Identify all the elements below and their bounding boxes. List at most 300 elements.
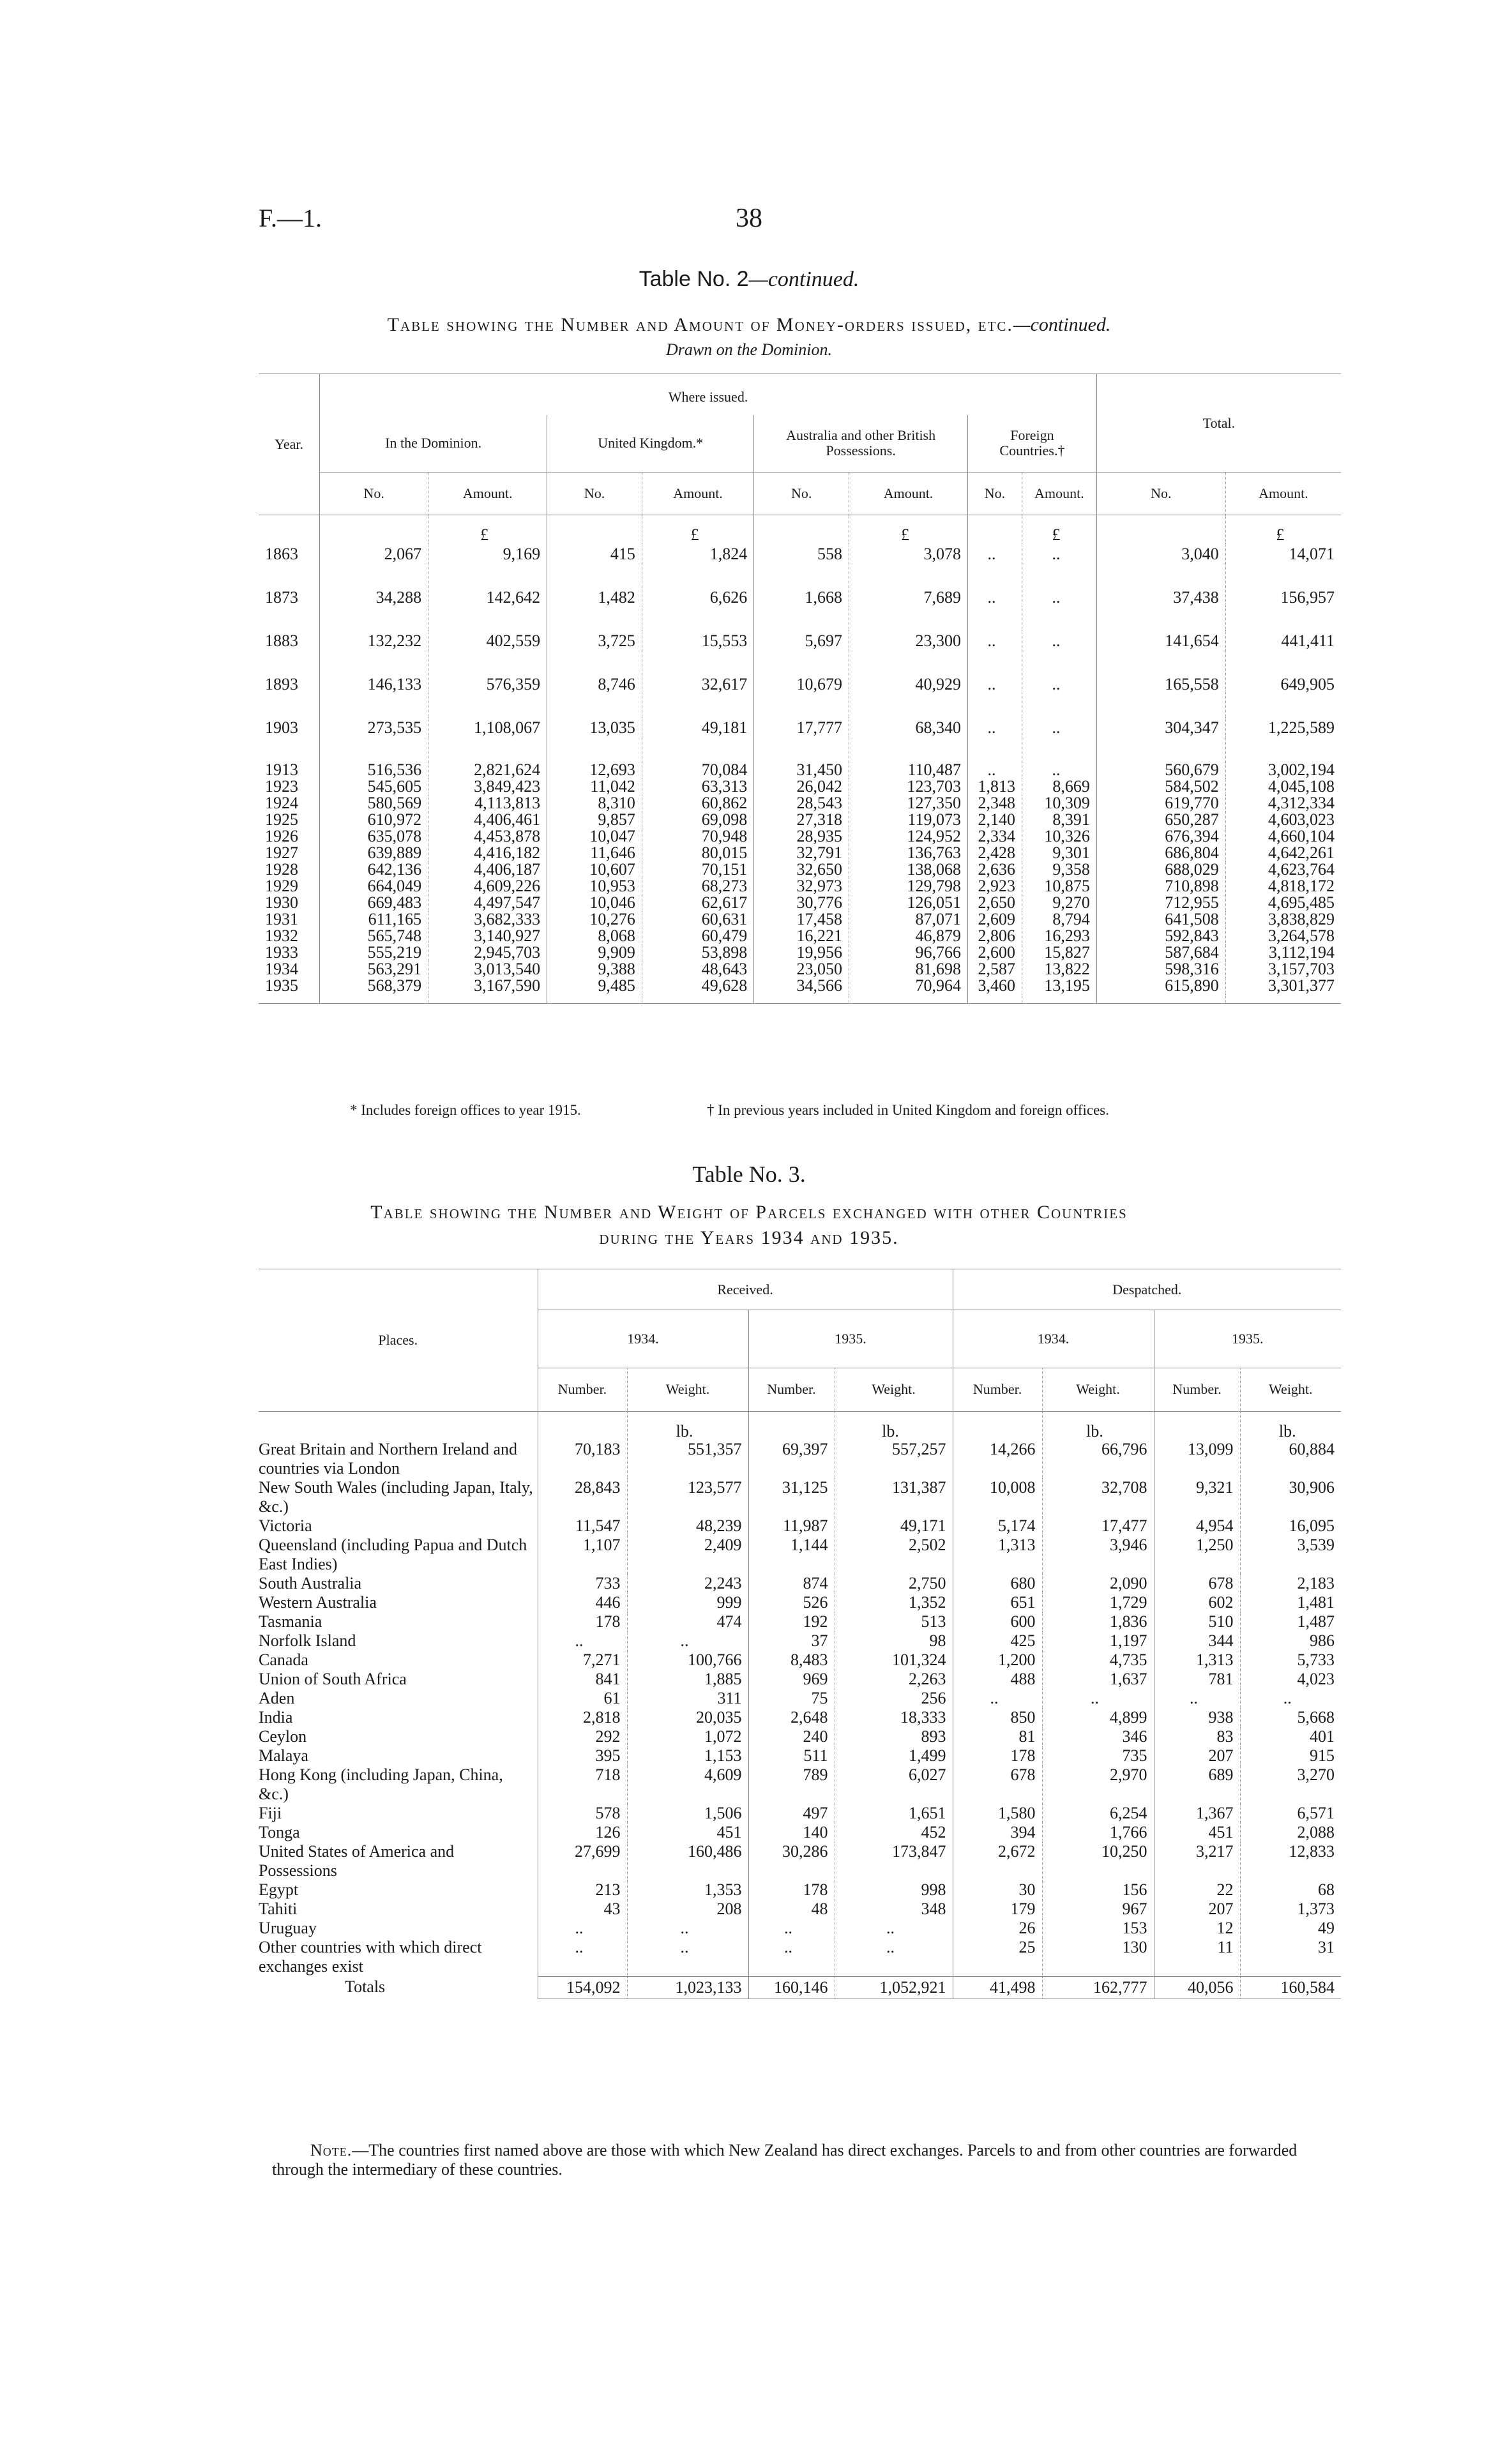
value-cell: 179 [953, 1900, 1042, 1919]
value-cell: 70,183 [538, 1440, 627, 1478]
value-cell: 1,313 [953, 1536, 1042, 1574]
number-header: Number. [1154, 1368, 1240, 1411]
value-cell: 3,112,194 [1225, 944, 1341, 961]
value-cell: 70,964 [849, 978, 968, 994]
value-cell: 34,288 [320, 587, 428, 606]
value-cell: 2,263 [835, 1670, 953, 1689]
value-cell: 584,502 [1096, 778, 1225, 795]
year-row [259, 978, 1341, 994]
spacer-row [259, 693, 1341, 717]
value-cell: .. [1042, 1689, 1154, 1708]
value-cell: 915 [1240, 1746, 1341, 1765]
t2-drawn: Drawn on the Dominion. [666, 340, 832, 359]
value-cell: 4,695,485 [1225, 895, 1341, 911]
value-cell: 2,067 [320, 543, 428, 563]
value-cell: 25 [953, 1938, 1042, 1976]
value-cell: .. [538, 1938, 627, 1976]
value-cell: 680 [953, 1574, 1042, 1593]
page-ref: F.—1. [259, 204, 322, 232]
value-cell: 81,698 [849, 961, 968, 978]
uk-amount-header: Amount. [642, 472, 753, 515]
value-cell: 70,084 [642, 762, 753, 778]
value-cell: 651 [953, 1593, 1042, 1612]
value-cell: 3,725 [547, 630, 642, 649]
place-row [259, 1900, 1341, 1919]
place-name: Egypt [259, 1880, 299, 1899]
value-cell: 850 [953, 1708, 1042, 1727]
value-cell: 14,071 [1225, 543, 1341, 563]
value-cell: 153 [1042, 1919, 1154, 1938]
place-row [259, 1765, 1341, 1804]
place-name: Western Australia [259, 1593, 377, 1612]
value-cell: 8,746 [547, 674, 642, 693]
t3-note: Note.—The countries first named above are those with which New Zealand has direct exchanges. Parcels to and from other countries are forwarded through the intermediary of these countries. [272, 2141, 1298, 2179]
value-cell: 1,197 [1042, 1631, 1154, 1651]
value-cell: 69,098 [642, 812, 753, 828]
value-cell: .. [967, 587, 1022, 606]
year-cell: 1933 [265, 943, 298, 962]
year-cell: 1935 [265, 976, 298, 995]
value-cell: 3,078 [849, 543, 968, 563]
place-row [259, 1440, 1341, 1478]
value-cell: 10,047 [547, 828, 642, 845]
value-cell: 578 [538, 1804, 627, 1823]
value-cell: 513 [835, 1612, 953, 1631]
value-cell: 61 [538, 1689, 627, 1708]
value-cell: .. [1154, 1689, 1240, 1708]
value-cell: 1,824 [642, 543, 753, 563]
value-cell: 1,108,067 [428, 717, 547, 736]
value-cell: 4,660,104 [1225, 828, 1341, 845]
value-cell: 3,013,540 [428, 961, 547, 978]
value-cell: 17,477 [1042, 1516, 1154, 1536]
value-cell: 15,827 [1022, 944, 1097, 961]
value-cell: 4,416,182 [428, 845, 547, 861]
value-cell: 4,023 [1240, 1670, 1341, 1689]
year-cell: 1932 [265, 926, 298, 945]
value-cell: 2,818 [538, 1708, 627, 1727]
value-cell: 451 [627, 1823, 748, 1842]
weight-header: Weight. [1042, 1368, 1154, 1411]
year-row [259, 630, 1341, 649]
value-cell: 642,136 [320, 861, 428, 878]
place-row [259, 1727, 1341, 1746]
value-cell: 49 [1240, 1919, 1341, 1938]
value-cell: 101,324 [835, 1651, 953, 1670]
value-cell: 3,849,423 [428, 778, 547, 795]
value-cell: 173,847 [835, 1842, 953, 1880]
value-cell: 110,487 [849, 762, 968, 778]
value-cell: 273,535 [320, 717, 428, 736]
value-cell: 1,373 [1240, 1900, 1341, 1919]
place-row [259, 1880, 1341, 1900]
value-cell: .. [748, 1919, 835, 1938]
value-cell: 7,689 [849, 587, 968, 606]
value-cell: 12 [1154, 1919, 1240, 1938]
place-row [259, 1689, 1341, 1708]
place-name: Victoria [259, 1516, 312, 1535]
value-cell: .. [627, 1919, 748, 1938]
value-cell: 2,970 [1042, 1765, 1154, 1804]
value-cell: 10,250 [1042, 1842, 1154, 1880]
value-cell: 11,042 [547, 778, 642, 795]
number-header: Number. [748, 1368, 835, 1411]
place-name: Ceylon [259, 1727, 307, 1746]
place-name: Other countries with which direct exchanges exist [259, 1938, 482, 1976]
value-cell: 2,140 [967, 812, 1022, 828]
value-cell: 16,293 [1022, 928, 1097, 944]
value-cell: 311 [627, 1689, 748, 1708]
year-row [259, 674, 1341, 693]
value-cell: 688,029 [1096, 861, 1225, 878]
value-cell: 580,569 [320, 795, 428, 812]
t3-subtitle-2: during the Years 1934 and 1935. [599, 1227, 899, 1248]
value-cell: 123,577 [627, 1478, 748, 1516]
value-cell: 207 [1154, 1746, 1240, 1765]
value-cell: 23,300 [849, 630, 968, 649]
value-cell: 587,684 [1096, 944, 1225, 961]
value-cell: 18,333 [835, 1708, 953, 1727]
t3-subtitle-1: Table showing the Number and Weight of Parcels exchanged with other Countries [370, 1202, 1128, 1223]
value-cell: 452 [835, 1823, 953, 1842]
value-cell: 2,334 [967, 828, 1022, 845]
value-cell: 30,906 [1240, 1478, 1341, 1516]
value-cell: 4,899 [1042, 1708, 1154, 1727]
value-cell: 4,954 [1154, 1516, 1240, 1536]
value-cell: 32,708 [1042, 1478, 1154, 1516]
value-cell: 686,804 [1096, 845, 1225, 861]
value-cell: 3,040 [1096, 543, 1225, 563]
value-cell: 28,843 [538, 1478, 627, 1516]
year-cell: 1893 [265, 675, 298, 693]
value-cell: 610,972 [320, 812, 428, 828]
where-issued-header: Where issued. [320, 374, 1097, 415]
value-cell: 1,107 [538, 1536, 627, 1574]
value-cell: 446 [538, 1593, 627, 1612]
place-row [259, 1612, 1341, 1631]
aus-no-header: No. [754, 472, 849, 515]
money-orders-table [259, 374, 1341, 1004]
year-row [259, 587, 1341, 606]
value-cell: 3,270 [1240, 1765, 1341, 1804]
spacer-row [259, 606, 1341, 630]
total-cell: 1,052,921 [835, 1976, 953, 1999]
value-cell: 558 [754, 543, 849, 563]
value-cell: 2,650 [967, 895, 1022, 911]
place-row [259, 1842, 1341, 1880]
year-cell: 1934 [265, 960, 298, 978]
australia-header: Australia and other British Possessions. [754, 415, 968, 472]
value-cell: 3,217 [1154, 1842, 1240, 1880]
value-cell: 401 [1240, 1727, 1341, 1746]
value-cell: 1,144 [748, 1536, 835, 1574]
year-cell: 1913 [265, 760, 298, 779]
value-cell: 9,321 [1154, 1478, 1240, 1516]
value-cell: 8,669 [1022, 778, 1097, 795]
value-cell: 69,397 [748, 1440, 835, 1478]
uk-no-header: No. [547, 472, 642, 515]
dominion-header: In the Dominion. [320, 415, 547, 472]
value-cell: 3,539 [1240, 1536, 1341, 1574]
place-name: Fiji [259, 1804, 282, 1822]
value-cell: 678 [953, 1765, 1042, 1804]
value-cell: 10,008 [953, 1478, 1042, 1516]
value-cell: 497 [748, 1804, 835, 1823]
places-header: Places. [259, 1269, 538, 1412]
value-cell: 4,735 [1042, 1651, 1154, 1670]
value-cell: 16,221 [754, 928, 849, 944]
value-cell: 781 [1154, 1670, 1240, 1689]
value-cell: .. [748, 1938, 835, 1976]
year-row [259, 911, 1341, 928]
year-header: Year. [259, 374, 320, 515]
value-cell: 1,072 [627, 1727, 748, 1746]
value-cell: 545,605 [320, 778, 428, 795]
value-cell: 510 [1154, 1612, 1240, 1631]
value-cell: 678 [1154, 1574, 1240, 1593]
for-no-header: No. [967, 472, 1022, 515]
value-cell: .. [967, 543, 1022, 563]
value-cell: 13,822 [1022, 961, 1097, 978]
year-row [259, 812, 1341, 828]
value-cell: 28,543 [754, 795, 849, 812]
place-name: Uruguay [259, 1919, 317, 1937]
value-cell: 240 [748, 1727, 835, 1746]
value-cell: 10,679 [754, 674, 849, 693]
pound-sign: £ [849, 515, 968, 544]
spacer-row [259, 563, 1341, 587]
value-cell: 49,628 [642, 978, 753, 994]
value-cell: 4,609,226 [428, 878, 547, 895]
value-cell: 9,388 [547, 961, 642, 978]
value-cell: 1,637 [1042, 1670, 1154, 1689]
total-cell: 154,092 [538, 1976, 627, 1999]
value-cell: 474 [627, 1612, 748, 1631]
value-cell: 10,875 [1022, 878, 1097, 895]
weight-header: Weight. [1240, 1368, 1341, 1411]
value-cell: 10,326 [1022, 828, 1097, 845]
total-header: Total. [1096, 374, 1341, 472]
value-cell: 37 [748, 1631, 835, 1651]
value-cell: 415 [547, 543, 642, 563]
value-cell: 132,232 [320, 630, 428, 649]
value-cell: 15,553 [642, 630, 753, 649]
value-cell: 83 [1154, 1727, 1240, 1746]
value-cell: 80,015 [642, 845, 753, 861]
value-cell: 17,458 [754, 911, 849, 928]
value-cell: 6,027 [835, 1765, 953, 1804]
value-cell: 31,450 [754, 762, 849, 778]
value-cell: 4,818,172 [1225, 878, 1341, 895]
value-cell: 1,353 [627, 1880, 748, 1900]
place-name: Tonga [259, 1823, 300, 1841]
value-cell: 13,099 [1154, 1440, 1240, 1478]
value-cell: 998 [835, 1880, 953, 1900]
value-cell: 27,318 [754, 812, 849, 828]
value-cell: 48 [748, 1900, 835, 1919]
value-cell: .. [1022, 630, 1097, 649]
value-cell: 611,165 [320, 911, 428, 928]
value-cell: 602 [1154, 1593, 1240, 1612]
place-row [259, 1804, 1341, 1823]
value-cell: 62,617 [642, 895, 753, 911]
place-row [259, 1516, 1341, 1536]
t3-title: Table No. 3. [692, 1161, 806, 1187]
place-row [259, 1478, 1341, 1516]
value-cell: 32,973 [754, 878, 849, 895]
value-cell: 3,157,703 [1225, 961, 1341, 978]
value-cell: 346 [1042, 1727, 1154, 1746]
t2-footnote-1: * Includes foreign offices to year 1915. [350, 1102, 581, 1118]
value-cell: 600 [953, 1612, 1042, 1631]
value-cell: 138,068 [849, 861, 968, 878]
value-cell: 733 [538, 1574, 627, 1593]
number-header: Number. [538, 1368, 627, 1411]
foreign-header: Foreign Countries.† [967, 415, 1096, 472]
place-name: Canada [259, 1651, 308, 1669]
year-cell: 1929 [265, 877, 298, 895]
year-cell: 1925 [265, 810, 298, 829]
value-cell: .. [1022, 587, 1097, 606]
value-cell: 100,766 [627, 1651, 748, 1670]
value-cell: 12,833 [1240, 1842, 1341, 1880]
value-cell: 140 [748, 1823, 835, 1842]
value-cell: 31,125 [748, 1478, 835, 1516]
value-cell: 27,699 [538, 1842, 627, 1880]
value-cell: 3,140,927 [428, 928, 547, 944]
pound-sign: £ [428, 515, 547, 544]
value-cell: 32,650 [754, 861, 849, 878]
value-cell: 1,352 [835, 1593, 953, 1612]
value-cell: 68 [1240, 1880, 1341, 1900]
value-cell: 4,406,461 [428, 812, 547, 828]
value-cell: .. [538, 1919, 627, 1938]
value-cell: 4,623,764 [1225, 861, 1341, 878]
value-cell: 441,411 [1225, 630, 1341, 649]
value-cell: 127,350 [849, 795, 968, 812]
value-cell: 1,651 [835, 1804, 953, 1823]
value-cell: 43 [538, 1900, 627, 1919]
year-row [259, 717, 1341, 736]
value-cell: 68,273 [642, 878, 753, 895]
place-name: Union of South Africa [259, 1670, 407, 1688]
pound-sign: £ [1225, 515, 1341, 544]
value-cell: .. [627, 1938, 748, 1976]
value-cell: 12,693 [547, 762, 642, 778]
dom-no-header: No. [320, 472, 428, 515]
value-cell: 1,487 [1240, 1612, 1341, 1631]
year-row [259, 928, 1341, 944]
value-cell: 22 [1154, 1880, 1240, 1900]
year-cell: 1903 [265, 718, 298, 737]
value-cell: 126,051 [849, 895, 968, 911]
value-cell: 576,359 [428, 674, 547, 693]
value-cell: 30 [953, 1880, 1042, 1900]
value-cell: 1,580 [953, 1804, 1042, 1823]
place-name: New South Wales (including Japan, Italy, &c.) [259, 1478, 533, 1516]
value-cell: 160,486 [627, 1842, 748, 1880]
value-cell: 344 [1154, 1631, 1240, 1651]
value-cell: 68,340 [849, 717, 968, 736]
value-cell: 66,796 [1042, 1440, 1154, 1478]
value-cell: .. [967, 674, 1022, 693]
value-cell: 488 [953, 1670, 1042, 1689]
recv-1935-header: 1935. [748, 1310, 953, 1368]
value-cell: 3,301,377 [1225, 978, 1341, 994]
total-no-header: No. [1096, 472, 1225, 515]
value-cell: 26 [953, 1919, 1042, 1938]
uk-header: United Kingdom.* [547, 415, 754, 472]
value-cell: 402,559 [428, 630, 547, 649]
value-cell: 565,748 [320, 928, 428, 944]
value-cell: 526 [748, 1593, 835, 1612]
value-cell: 49,171 [835, 1516, 953, 1536]
value-cell: 8,068 [547, 928, 642, 944]
value-cell: 98 [835, 1631, 953, 1651]
value-cell: 10,276 [547, 911, 642, 928]
value-cell: 2,750 [835, 1574, 953, 1593]
value-cell: 2,609 [967, 911, 1022, 928]
place-name: Great Britain and Northern Ireland and countries via London [259, 1440, 518, 1478]
value-cell: 1,200 [953, 1651, 1042, 1670]
value-cell: 2,587 [967, 961, 1022, 978]
dom-amount-header: Amount. [428, 472, 547, 515]
value-cell: 48,643 [642, 961, 753, 978]
value-cell: .. [1022, 543, 1097, 563]
value-cell: .. [953, 1689, 1042, 1708]
value-cell: .. [627, 1631, 748, 1651]
value-cell: 395 [538, 1746, 627, 1765]
t2-title: Table No. 2—continued. [639, 267, 859, 291]
value-cell: 1,367 [1154, 1804, 1240, 1823]
place-name: India [259, 1708, 293, 1727]
value-cell: 9,270 [1022, 895, 1097, 911]
value-cell: 178 [953, 1746, 1042, 1765]
value-cell: 20,035 [627, 1708, 748, 1727]
spacer-row [259, 649, 1341, 674]
value-cell: 2,502 [835, 1536, 953, 1574]
value-cell: 142,642 [428, 587, 547, 606]
value-cell: .. [967, 630, 1022, 649]
value-cell: 141,654 [1096, 630, 1225, 649]
value-cell: 735 [1042, 1746, 1154, 1765]
year-row [259, 543, 1341, 563]
received-header: Received. [538, 1269, 953, 1310]
value-cell: 40,929 [849, 674, 968, 693]
value-cell: 2,821,624 [428, 762, 547, 778]
place-name: Aden [259, 1689, 295, 1707]
total-cell: 41,498 [953, 1976, 1042, 1999]
value-cell: 16,095 [1240, 1516, 1341, 1536]
value-cell: 841 [538, 1670, 627, 1689]
value-cell: 48,239 [627, 1516, 748, 1536]
place-name: Tahiti [259, 1900, 298, 1918]
value-cell: 136,763 [849, 845, 968, 861]
year-row [259, 895, 1341, 911]
value-cell: 3,002,194 [1225, 762, 1341, 778]
value-cell: 6,626 [642, 587, 753, 606]
value-cell: .. [538, 1631, 627, 1651]
value-cell: 2,348 [967, 795, 1022, 812]
value-cell: 9,301 [1022, 845, 1097, 861]
value-cell: 4,642,261 [1225, 845, 1341, 861]
value-cell: 568,379 [320, 978, 428, 994]
value-cell: 1,766 [1042, 1823, 1154, 1842]
total-cell: 160,146 [748, 1976, 835, 1999]
value-cell: 126 [538, 1823, 627, 1842]
total-cell: 1,023,133 [627, 1976, 748, 1999]
value-cell: 13,195 [1022, 978, 1097, 994]
